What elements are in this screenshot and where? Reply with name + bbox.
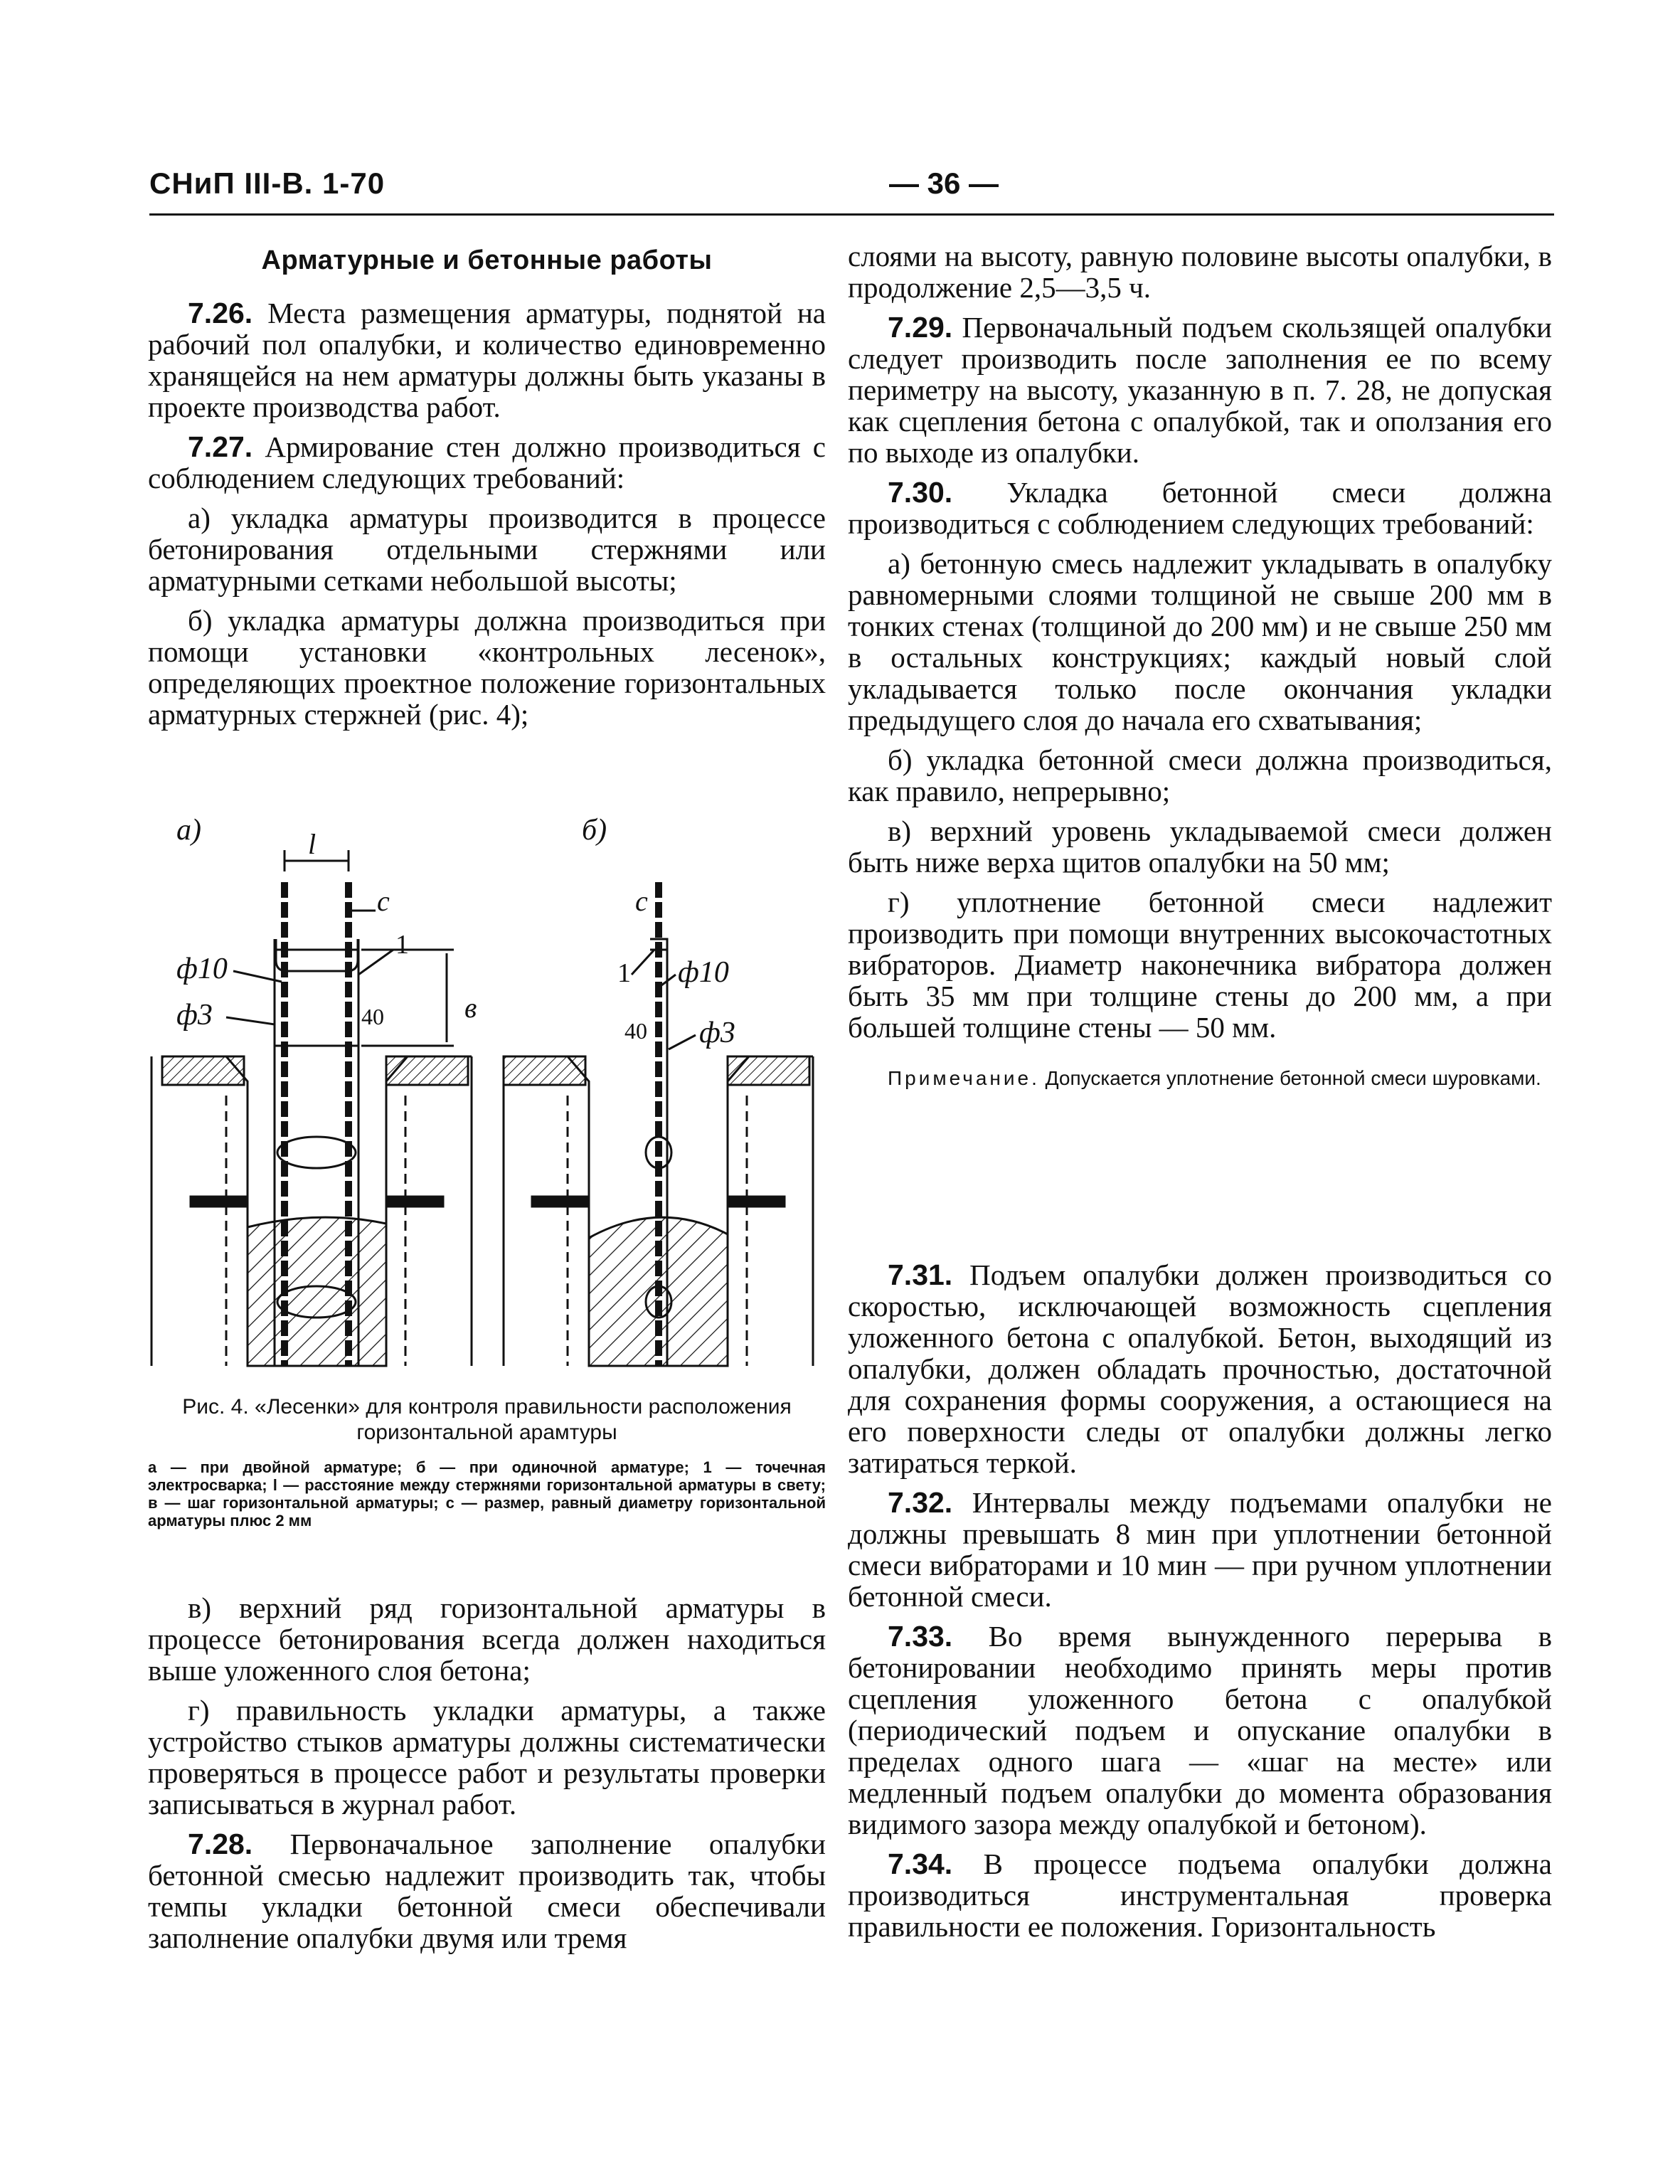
formwork-top-a-right <box>386 1056 468 1085</box>
figure-caption-title: Рис. 4. «Лесенки» для контроля правильности расположения горизонтальной арамтуры <box>182 1395 792 1444</box>
paragraph-text: Подъем опалубки должен производиться со скоростью, исключающей возможность сцепления уложенного бетона с опалубкой. Бетон, выходящий из опалубки, должен обладать прочностью, достаточной для сохранения формы сооружения, а остающиеся на его поверхности следы от опалубки должны легко затираться теркой. <box>848 1258 1552 1479</box>
figure-4 <box>148 811 831 1373</box>
concrete-layer-a <box>248 1217 386 1366</box>
dia-3-a: ф3 <box>176 999 213 1032</box>
paragraph-7-27-a: а) укладка арматуры производится в процессе бетонирования отдельными стержнями или арматурными сетками небольшой высоты; <box>148 502 826 597</box>
paragraph-text: Укладка бетонной смеси должна производиться с соблюдением следующих требований: <box>848 476 1553 540</box>
right-column-bottom <box>848 1259 1552 1951</box>
dim-c-a: с <box>377 885 390 917</box>
paragraph-text: Места размещения арматуры, поднятой на рабочий пол опалубки, и количество единовременно хранящейся на нем арматуры должны быть указаны в проекте производства работ. <box>148 297 826 423</box>
paragraph-number: 7.33. <box>888 1620 953 1653</box>
figure-caption <box>148 1394 826 1530</box>
formwork-top-b-left <box>504 1056 585 1085</box>
paragraph-number: 7.27. <box>188 430 253 463</box>
paragraph-7-34 <box>848 1848 1552 1942</box>
paragraph-text: В процессе подъема опалубки должна производиться инструментальная проверка правильности ее положения. Горизонтальность <box>848 1848 1553 1943</box>
paragraph-number: 7.28. <box>188 1828 253 1860</box>
paragraph-number: 7.29. <box>888 311 953 344</box>
note-label: Примечание. <box>888 1067 1040 1089</box>
label-b: б) <box>582 814 607 847</box>
label-1-b: 1 <box>617 958 631 988</box>
dim-40-b: 40 <box>624 1018 647 1044</box>
paragraph-7-32 <box>848 1487 1552 1612</box>
page-number: — 36 — <box>889 166 999 200</box>
left-column <box>148 240 826 738</box>
page-header <box>149 162 1554 216</box>
figure-caption-legend: а — при двойной арматуре; б — при одиночной арматуре; 1 — точечная электросварка; l — расстояние между стержнями горизонтальной арматуры в свету; в — шаг горизонтальной арматуры; с — размер, равный диаметру горизонтальной арматуры плюс 2 мм <box>148 1458 826 1530</box>
paragraph-number: 7.34. <box>888 1848 953 1880</box>
left-column-bottom <box>148 1592 826 1962</box>
paragraph-text: Армирование стен должно производиться с соблюдением следующих требований: <box>148 430 826 494</box>
right-column <box>848 240 1552 1130</box>
paragraph-number: 7.31. <box>888 1258 953 1291</box>
formwork-top-b-right <box>728 1056 809 1085</box>
section-title: Арматурные и бетонные работы <box>261 245 713 275</box>
document-code: СНиП III-В. 1-70 <box>149 166 386 200</box>
label-1-a: 1 <box>395 930 409 960</box>
paragraph-7-30-b: б) укладка бетонной смеси должна производиться, как правило, непрерывно; <box>848 743 1552 807</box>
paragraph-7-30 <box>848 477 1552 539</box>
paragraph-7-30-g: г) уплотнение бетонной смеси надлежит производить при помощи внутренних высокочастотных вибраторов. Диаметр наконечника вибратора должен быть 35 мм при толщине стены до 200 мм, а при большей толщине стены — 50 мм. <box>848 886 1552 1044</box>
paragraph-7-27-b: б) укладка арматуры должна производиться при помощи установки «контрольных лесенок», определяющих проектное положение горизонтальных арматурных стержней (рис. 4); <box>148 604 826 731</box>
note-text: Допускается уплотнение бетонной смеси шуровками. <box>1045 1067 1541 1089</box>
dim-c-b: с <box>635 885 648 917</box>
paragraph-number: 7.32. <box>888 1486 953 1519</box>
paragraph-number: 7.26. <box>188 297 253 329</box>
dia-10-b: ф10 <box>678 956 729 989</box>
dia-3-b: ф3 <box>699 1017 735 1049</box>
paragraph-text: Интервалы между подъемами опалубки не должны превышать 8 мин при уплотнении бетонной смеси вибраторами и 10 мин — при ручном уплотнении бетонной смеси. <box>848 1486 1552 1613</box>
paragraph-text: Первоначальный подъем скользящей опалубки следует производить после заполнения ее по всему периметру на высоту, указанную в п. 7. 28, не допуская как сцепления бетона с опалубкой, так и оползания его по выходе из опалубки. <box>848 311 1552 469</box>
paragraph-7-27-v: в) верхний ряд горизонтальной арматуры в процессе бетонирования всегда должен находиться выше уложенного слоя бетона; <box>148 1591 826 1687</box>
paragraph-7-29 <box>848 312 1552 468</box>
label-a: а) <box>176 814 201 847</box>
paragraph-7-28 <box>148 1828 826 1954</box>
paragraph-number: 7.30. <box>888 476 953 509</box>
paragraph-7-27-g: г) правильность укладки арматуры, а также устройство стыков арматуры должны систематически проверяться в процессе работ и результаты проверки записываться в журнал работ. <box>148 1694 826 1820</box>
paragraph-7-30-a: а) бетонную смесь надлежит укладывать в опалубку равномерными слоями толщиной не свыше 200 мм в тонких стенах (толщиной до 200 мм) и не свыше 250 мм в остальных конструкциях; каждый новый слой укладывается только после окончания укладки предыдущего слоя до начала его схватывания; <box>848 547 1552 736</box>
dim-l: l <box>308 828 317 860</box>
formwork-top-a-left <box>162 1056 244 1085</box>
dia-10-a: ф10 <box>176 953 228 985</box>
dim-b: в <box>464 992 477 1024</box>
paragraph-text: Первоначальное заполнение опалубки бетонной смесью надлежит производить так, чтобы темпы укладки бетонной смеси обеспечивали заполнение опалубки двумя или тремя <box>148 1828 826 1954</box>
dim-40-a: 40 <box>361 1004 384 1029</box>
paragraph-7-27 <box>148 431 826 494</box>
ladder-diagram <box>148 811 831 1373</box>
paragraph-7-30-v: в) верхний уровень укладываемой смеси должен быть ниже верха щитов опалубки на 50 мм; <box>848 815 1552 879</box>
note <box>848 1067 1552 1090</box>
paragraph-7-28-continued: слоями на высоту, равную половине высоты опалубки, в продолжение 2,5—3,5 ч. <box>848 240 1552 304</box>
paragraph-7-33 <box>848 1621 1552 1840</box>
horizontal-rebar-loop <box>277 1137 356 1168</box>
paragraph-7-26 <box>148 297 826 423</box>
paragraph-7-31 <box>848 1259 1552 1478</box>
support-bracket <box>191 1197 248 1207</box>
paragraph-text: Во время вынужденного перерыва в бетонировании необходимо принять меры против сцепления уложенного бетона с опалубкой (периодический подъем и опускание опалубки в пределах одного шага — «шаг на месте» или медленный подъем опалубки до момента образования видимого зазора между опалубкой и бетоном). <box>848 1620 1552 1840</box>
